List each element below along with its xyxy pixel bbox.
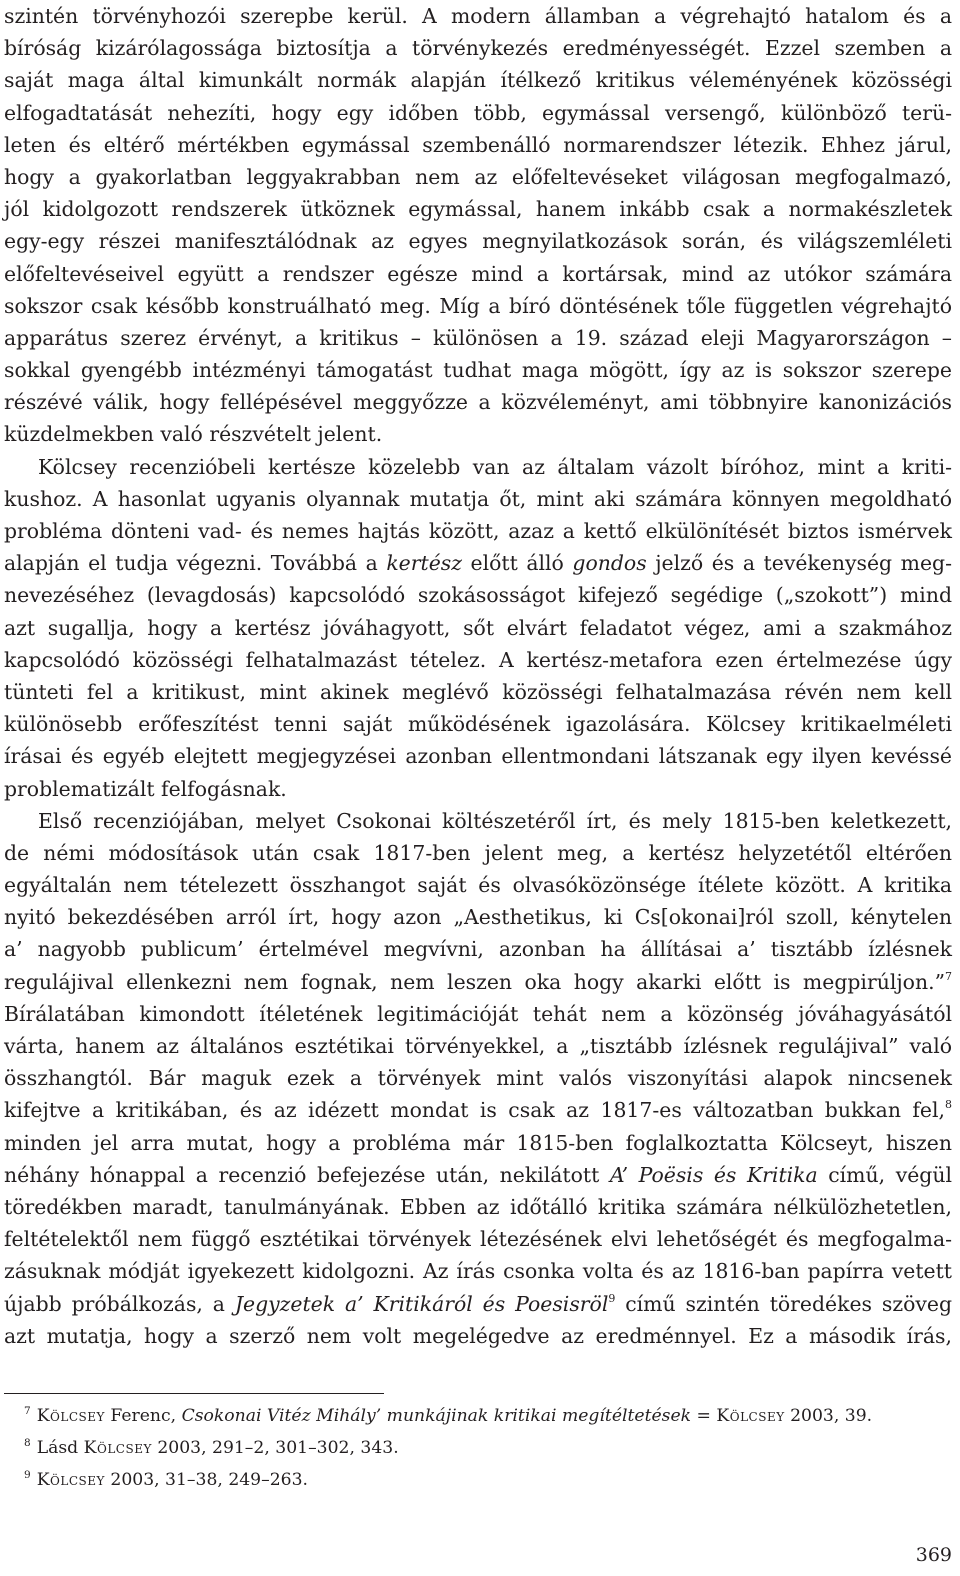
text-line: írásai és egyéb elejtett megjegyzései azonban ellentmondani látszanak egy ilyen kevéssé <box>4 744 952 769</box>
text-line: Első recenziójában, melyet Csokonai költészetéről írt, és mely 1815-ben keletkezett, <box>38 808 952 833</box>
italic-term: gondos <box>572 551 647 576</box>
text-line: azt mutatja, hogy a szerző nem volt megelégedve az eredménnyel. Ez a második írás, <box>4 1323 952 1348</box>
text-line: minden jel arra mutat, hogy a probléma már 1815-ben foglalkoztatta Kölcseyt, hiszen <box>4 1130 952 1155</box>
italic-term: kertész <box>386 551 462 576</box>
author-name: Kölcsey <box>716 1406 785 1426</box>
text-run: című, végül <box>817 1162 952 1187</box>
text-line: várta, hanem az általános esztétikai törvényekkel, a „tisztább ízlésnek regulájival” való <box>4 1034 952 1058</box>
page-number: 369 <box>915 1544 952 1566</box>
text-line <box>4 547 952 579</box>
footnote-number: 8 <box>24 1437 31 1449</box>
footnote-ref: 9 <box>608 1291 616 1305</box>
footnote-number: 7 <box>24 1405 31 1417</box>
text-run: 2003, 291–2, 301–302, 343. <box>151 1438 399 1458</box>
text-run: jelző és a tevékenység meg- <box>646 551 952 576</box>
text-line: probléma dönteni vad- és nemes hajtás között, azaz a kettő elkülönítését biztos ismérvek <box>4 519 952 543</box>
text-line: szintén törvényhozói szerepbe kerül. A modern államban a végrehajtó hatalom és a <box>4 4 952 28</box>
text-line: küzdelmekben való részvételt jelent. <box>4 422 383 447</box>
text-line: különösebb erőfeszítést tenni saját működésének igazolására. Kölcsey kritikaelméleti <box>4 712 952 737</box>
footnotes <box>4 1400 952 1496</box>
body-text <box>4 0 952 1352</box>
footnote-ref: 7 <box>945 969 952 983</box>
footnote-ref: 8 <box>945 1098 952 1112</box>
text-line: feltételektől nem függő esztétikai törvények létezésének elvi lehetőségét és megfogalma- <box>4 1227 952 1252</box>
text-line <box>4 1094 952 1126</box>
text-line: a’ nagyobb publicum’ értelmével megvívni, azonban ha állításai a’ tisztább ízlésnek <box>4 937 952 962</box>
text-line: Bírálatában kimondott ítéletének legitimációját tehát nem a közönség jóváhagyásától <box>4 1001 952 1026</box>
text-line: részévé válik, hogy fellépésével meggyőzze a közvéleményt, ami többnyire kanonizációs <box>4 390 952 415</box>
text-line: sokkal gyengébb intézményi támogatást tudhat maga mögött, így az is sokszor szerepe <box>4 358 952 383</box>
text-run: 2003, 31–38, 249–263. <box>104 1470 308 1490</box>
text-line <box>4 1159 952 1191</box>
text-line: nevezéséhez (levagdosás) kapcsolódó szokásosságot kifejező segédige („szokott”) mind <box>4 583 952 608</box>
text-line: előfeltevéseivel együtt a rendszer egésze mind a kortársak, mind az utókor számára <box>4 261 952 286</box>
text-line: hogy a gyakorlatban leggyakrabban nem az előfeltevéseket világosan megfogalmazó, <box>4 164 952 189</box>
text-line: nyitó bekezdésében arról írt, hogy azon „Aesthetikus, ki Cs[okonai]ról szoll, kénytelen <box>4 905 952 930</box>
footnote <box>4 1464 952 1496</box>
text-line: bíróság kizárólagossága biztosítja a törvénykezés eredményességét. Ezzel szemben a <box>4 36 952 61</box>
text-run: kifejtve a kritikában, és az idézett mondat is csak az 1817-es változatban bukkan fel, <box>4 1098 945 1123</box>
text-run: előtt álló <box>461 551 573 576</box>
text-line: egyáltalán nem tételezett összhangot saját és olvasóközönsége ítélete között. A kritika <box>4 873 952 898</box>
footnote <box>4 1400 952 1432</box>
text-line: apparátus szerez érvényt, a kritikus – különösen a 19. század eleji Magyarországon – <box>4 325 952 350</box>
text-line: tünteti fel a kritikust, mint akinek meglévő közösségi felhatalmazása révén nem kell <box>4 679 952 704</box>
text-run: 2003, 39. <box>784 1406 873 1426</box>
text-run: újabb próbálkozás, a <box>4 1291 235 1316</box>
text-line: zásuknak módját igyekezett kidolgozni. Az írás csonka volta és az 1816-ban papírra vetett <box>4 1259 952 1284</box>
text-line: leten és eltérő mértékben egymással szembenálló normarendszer létezik. Ehhez járul, <box>4 132 952 157</box>
text-run: Ferenc, <box>104 1406 182 1426</box>
text-line: saját maga által kimunkált normák alapján ítélkező kritikus véleményének közösségi <box>4 68 952 93</box>
text-line <box>4 966 952 998</box>
text-run: = <box>691 1406 717 1426</box>
italic-title: Csokonai Vitéz Mihály’ munkájinak kritikai megítéltetések <box>181 1406 692 1426</box>
text-run: alapján el tudja végezni. Továbbá a <box>4 551 387 576</box>
text-line: sokszor csak később konstruálható meg. Míg a bíró döntésének tőle független végrehajtó <box>4 293 952 318</box>
text-line: azt sugallja, hogy a kertész jóváhagyott, sőt elvárt feladatot végez, ami a szakmához <box>4 615 952 640</box>
text-line: elfogadtatását nehezíti, hogy egy időben több, egymással versengő, különböző terü- <box>4 100 952 125</box>
text-line: de némi módosítások után csak 1817-ben jelent meg, a kertész helyzetétől eltérően <box>4 840 952 865</box>
text-line: töredékben maradt, tanulmányának. Ebben az időtálló kritika számára nélkülözhetetlen, <box>4 1194 952 1219</box>
text-line: jól kidolgozott rendszerek ütköznek egymással, hanem inkább csak a normakészletek <box>4 197 952 222</box>
italic-title: Jegyzetek a’ Kritikáról és Poesisröl <box>234 1291 609 1316</box>
text-line: problematizált felfogásnak. <box>4 776 287 801</box>
text-line: kapcsolódó közösségi felhatalmazást tételez. A kertész-metafora ezen értelmezése úgy <box>4 647 952 672</box>
text-run: regulájival ellenkezni nem fognak, nem leszen oka hogy akarki előtt is megpirúljon.” <box>4 969 945 994</box>
text-line: egy-egy részei manifesztálódnak az egyes megnyilatkozások során, és világszemléleti <box>4 229 952 254</box>
author-name: Kölcsey <box>36 1406 105 1426</box>
text-run: néhány hónappal a recenzió befejezése után, nekilátott <box>4 1162 610 1187</box>
text-run: című szintén töredékes szöveg <box>615 1291 952 1316</box>
text-line <box>4 1288 952 1320</box>
footnote-separator <box>4 1393 384 1394</box>
italic-title: A’ Poësis és Kritika <box>609 1162 818 1187</box>
footnote <box>4 1432 952 1464</box>
text-line: összhangtól. Bár maguk ezek a törvények mint valós viszonyítási alapok nincsenek <box>4 1066 952 1091</box>
text-run: Lásd <box>36 1438 84 1458</box>
author-name: Kölcsey <box>83 1438 152 1458</box>
footnote-number: 9 <box>24 1469 31 1481</box>
text-line: Kölcsey recenzióbeli kertésze közelebb van az általam vázolt bíróhoz, mint a kriti- <box>38 454 952 479</box>
author-name: Kölcsey <box>36 1470 105 1490</box>
text-line: kushoz. A hasonlat ugyanis olyannak mutatja őt, mint aki számára könnyen megoldható <box>4 486 952 511</box>
